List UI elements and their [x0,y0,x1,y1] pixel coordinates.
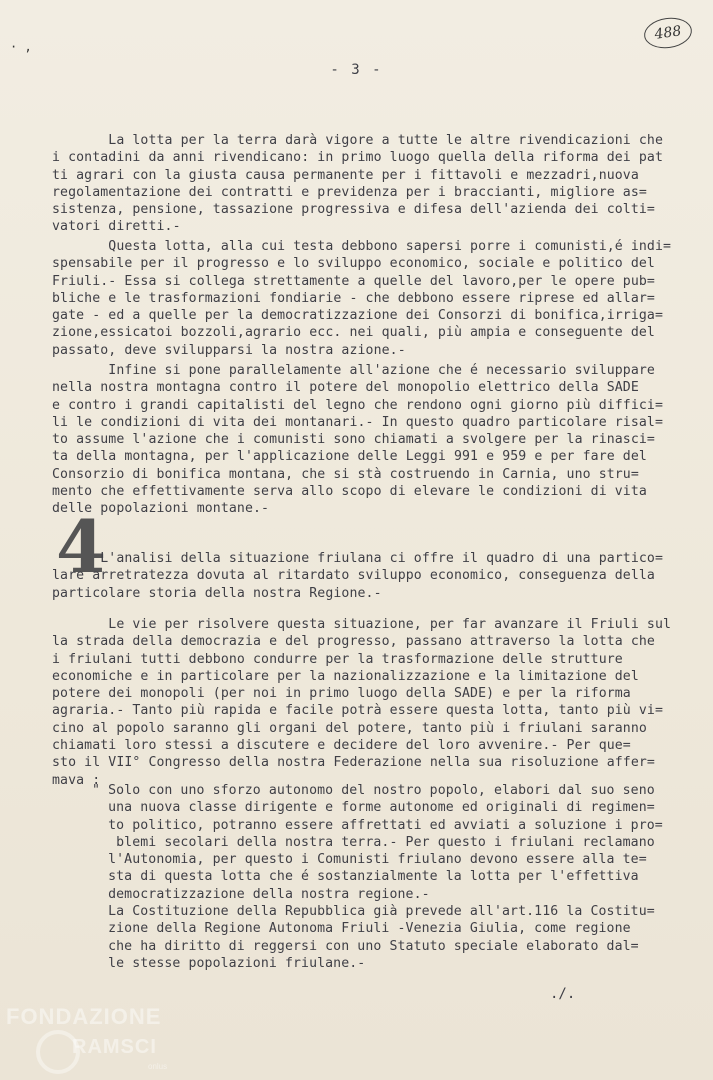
paragraph-3: Infine si pone parallelamente all'azione che é necessario sviluppare nella nostra montagna contro il potere del monopolio elettrico della SADE e contro i grandi capitalisti del legno che rendono ogni giorno più diffici= li le condizioni di vita dei montanari.- In questo quadro particolare risal= to assume l'azione che i comunisti sono chiamati a svolgere per la rinasci= ta della montagna, per l'applicazione delle Leggi 991 e 959 e per fare del Consorzio di bonifica montana, che si stà costruendo in Carnia, uno stru= mento che effettivamente serva allo scopo di elevare le condizioni di vita delle popolazioni montane.- [52,363,664,517]
watermark-onlus: onlus [148,1062,168,1071]
continuation-mark: ./. [550,986,576,1002]
section-number: 4 [56,504,107,589]
handwritten-archive-number: 488 [642,15,694,51]
watermark-gramsci: RAMSCI [72,1036,157,1058]
paragraph-1: La lotta per la terra darà vigore a tutte le altre rivendicazioni che i contadini da anni rivendicano: in primo luogo quella della riforma dei pat ti agrari con la giusta causa permanente per i fittavoli e mezzadri,nuova regolamentazione dei contratti e previdenza per i braccianti, migliore as= sistenza, pensione, tassazione progressiva e difesa dell'azienda dei colti= vatori diretti.- [52,133,664,235]
paragraph-5: Le vie per risolvere questa situazione, per far avanzare il Friuli sul la strada della democrazia e del progresso, passano attraverso la lotta che i friulani tutti debbono condurre per la trasformazione delle strutture economiche e in particolare per la nazionalizzazione e la limitazione del potere dei monopoli (per noi in primo luogo della SADE) e per la riforma agraria.- Tanto più rapida e facile potrà essere questa lotta, tanto più vi= cino al popolo saranno gli organi del potere, tanto più i friulani saranno chiamati loro stessi a discutere e decidere del loro avvenire.- Per que= sto il VII° Congresso della nostra Federazione nella sua risoluzione affer= mava : [52,617,672,788]
resolution-quote: " Solo con uno sforzo autonomo del nostro popolo, elabori dal suo seno una nuova classe dirigente e forme autonome ed originali di regimen= to politico, potranno essere affrettati ed avviati a soluzione i pro= blemi secolari della nostra terra.- Per questo i friulani reclamano l'Autonomia, per questo i Comunisti friulano devono essere alla te= sta di questa lotta che é sostanzialmente la lotta per l'effettiva democratizzazione della nostra regione.- La Costituzione della Repubblica già prevede all'art.116 la Costitu= zione della Regione Autonoma Friuli -Venezia Giulia, come regione che ha diritto di reggersi con uno Statuto speciale elaborato dal= le stesse popolazioni friulane.- [92,783,663,971]
watermark-fondazione: FONDAZIONE [6,1004,162,1029]
paragraph-4: L'analisi della situazione friulana ci offre il quadro di una partico= lare arretratezza dovuta al ritardato sviluppo economico, conseguenza della particolare storia della nostra Regione.- [52,551,664,601]
paragraph-2: Questa lotta, alla cui testa debbono sapersi porre i comunisti,é indi= spensabile per il progresso e lo sviluppo economico, sociale e politico del Friuli.- Essa si collega strettamente a quelle del lavoro,per le opere pub= bliche e le trasformazioni fondiarie - che debbono essere riprese ed allar= gate - ed a quelle per la democratizzazione dei Consorzi di bonifica,irriga= zione,essicatoi bozzoli,agrario ecc. nei quali, più ampia e conseguente del passato, deve svilupparsi la nostra azione.- [52,239,672,358]
page-number: - 3 - [330,62,383,78]
corner-mark: · , [10,40,32,54]
